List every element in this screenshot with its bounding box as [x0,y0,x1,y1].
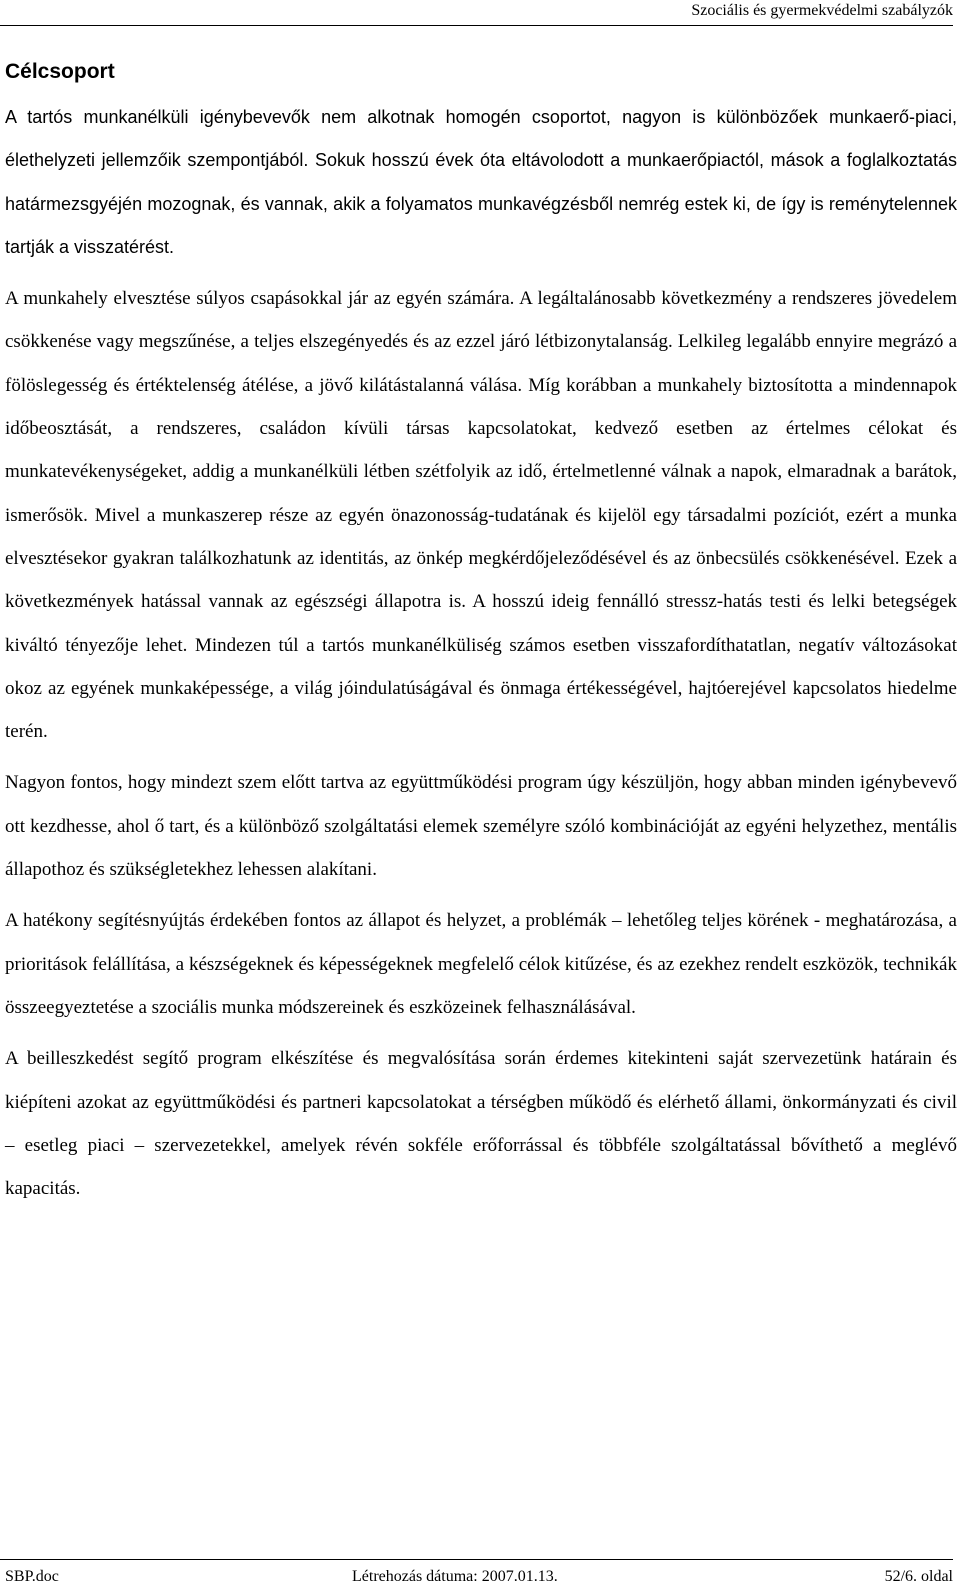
footer-page-number: 52/6. oldal [884,1568,953,1585]
header-title: Szociális és gyermekvédelmi szabályzók [691,2,953,19]
paragraph-2: A munkahely elvesztése súlyos csapásokkal jár az egyén számára. A legáltalánosabb következmény a rendszeres jövedelem csökkenése vagy megszűnése, a teljes elszegényedés és az ezzel járó létbizonytalanság. Lelkileg legalább ennyire megrázó a fölöslegesség és értéktelenség átélése, a jövő kilátástalanná válása. Míg korábban a munkahely biztosította a mindennapok időbeosztását, a rendszeres, családon kívüli társas kapcsolatokat, kedvező esetben az értelmes célokat és munkatevékenységeket, addig a munkanélküli létben szétfolyik az idő, értelmetlenné válnak a napok, elmaradnak a barátok, ismerősök. Mivel a munkaszerep része az egyén önazonosság-tudatának és kijelöl egy társadalmi pozíciót, ezért a munka elvesztésekor gyakran találkozhatunk az identitás, az önkép megkérdőjeleződésével és az önbecsülés csökkenésével. Ezek a következmények hatással vannak az egészségi állapotra is. A hosszú ideig fennálló stressz-hatás testi és lelki betegségek kiváltó tényezője lehet. Mindezen túl a tartós munkanélküliség számos esetben visszafordíthatatlan, negatív változásokat okoz az egyének munkaképessége, a világ jóindulatúságával és önmaga értékességével, hajtóerejével kapcsolatos hiedelme terén. [5,288,957,743]
section-heading: Célcsoport [5,60,115,83]
paragraph-5: A beilleszkedést segítő program elkészítése és megvalósítása során érdemes kitekinteni saját szervezetünk határain és kiépíteni azokat az együttműködési és partneri kapcsolatokat a térségben működő és elérhető állami, önkormányzati és civil – esetleg piaci – szervezetekkel, amelyek révén sokféle erőforrással és többféle szolgáltatással bővíthető a meglévő kapacitás. [5,1048,957,1200]
document-body [5,52,957,1218]
footer-created-date: Létrehozás dátuma: 2007.01.13. [352,1568,558,1585]
footer-filename: SBP.doc [5,1568,59,1585]
page-footer [0,1559,953,1590]
page-header [0,0,953,26]
paragraph-4: A hatékony segítésnyújtás érdekében fontos az állapot és helyzet, a problémák – lehetőleg teljes körének - meghatározása, a prioritások felállítása, a készségeknek és képességeknek megfelelő célok kitűzése, és az ezekhez rendelt eszközök, technikák összeegyeztetése a szociális munka módszereinek és eszközeinek felhasználásával. [5,910,957,1018]
paragraph-1: A tartós munkanélküli igénybevevők nem alkotnak homogén csoportot, nagyon is különbözőek munkaerő-piaci, élethelyzeti jellemzőik szempontjából. Sokuk hosszú évek óta eltávolodott a munkaerőpiactól, mások a foglalkoztatás határmezsgyéjén mozognak, és vannak, akik a folyamatos munkavégzésből nemrég estek ki, de így is reménytelennek tartják a visszatérést. [5,107,957,257]
paragraph-3: Nagyon fontos, hogy mindezt szem előtt tartva az együttműködési program úgy készüljön, hogy abban minden igénybevevő ott kezdhesse, ahol ő tart, és a különböző szolgáltatási elemek személyre szóló kombinációját az egyéni helyzethez, mentális állapothoz és szükségletekhez lehessen alakítani. [5,772,957,881]
